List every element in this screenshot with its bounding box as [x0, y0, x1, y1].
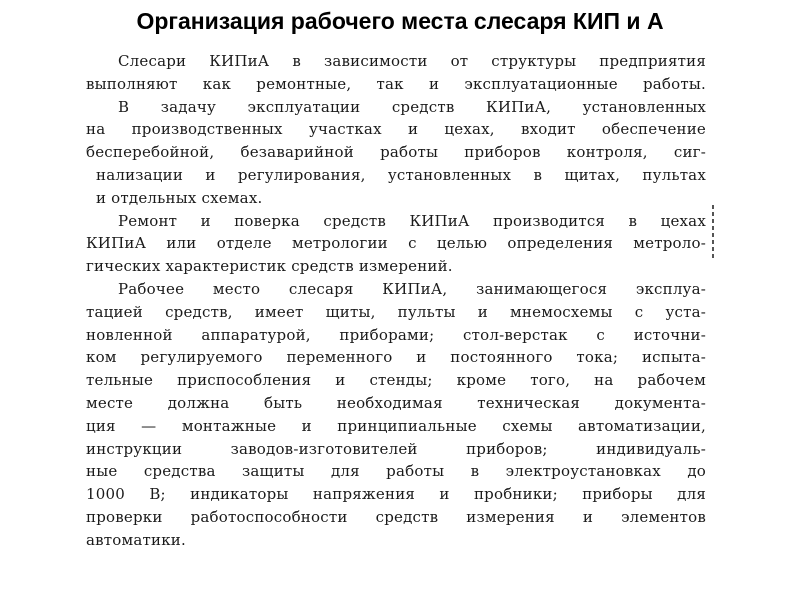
text-line: В задачу эксплуатации средств КИПиА, установленных [118, 97, 706, 116]
text-line: тельные приспособления и стенды; кроме того, на рабочем [86, 371, 706, 390]
text-line: гических характеристик средств измерений. [86, 257, 453, 276]
text-line: и отдельных схемах. [96, 188, 263, 207]
text-line: тацией средств, имеет щиты, пульты и мнемосхемы с уста- [86, 302, 706, 321]
slide-title: Организация рабочего места слесаря КИП и А [136, 8, 664, 34]
text-line: бесперебойной, безаварийной работы приборов контроля, сиг- [86, 143, 706, 162]
text-line: новленной аппаратурой, приборами; стол-верстак с источни- [86, 325, 706, 344]
text-line: ные средства защиты для работы в электроустановках до [86, 462, 706, 481]
text-line: месте должна быть необходимая техническая документа- [86, 393, 706, 412]
text-line: Ремонт и поверка средств КИПиА производится в цехах [118, 211, 706, 230]
text-line: КИПиА или отделе метрологии с целью определения метроло- [86, 234, 706, 253]
text-line: Слесари КИПиА в зависимости от структуры предприятия [118, 52, 706, 70]
text-line: ция — монтажные и принципиальные схемы автоматизации, [86, 416, 706, 435]
text-line: на производственных участках и цехах, входит обеспечение [86, 120, 706, 139]
text-line: автоматики. [86, 530, 186, 549]
text-line: инструкции заводов-изготовителей приборов; индивидуаль- [86, 439, 706, 458]
scanned-text-block [86, 50, 706, 552]
scan-artifact [712, 205, 714, 261]
text-line: 1000 В; индикаторы напряжения и пробники; приборы для [86, 485, 706, 504]
text-line: Рабочее место слесаря КИПиА, занимающегося эксплуа- [118, 279, 706, 298]
text-line: выполняют как ремонтные, так и эксплуатационные работы. [86, 74, 706, 93]
text-line: нализации и регулирования, установленных в щитах, пультах [96, 165, 706, 184]
text-line: проверки работоспособности средств измерения и элементов [86, 507, 706, 526]
text-line: ком регулируемого переменного и постоянного тока; испыта- [86, 348, 706, 367]
